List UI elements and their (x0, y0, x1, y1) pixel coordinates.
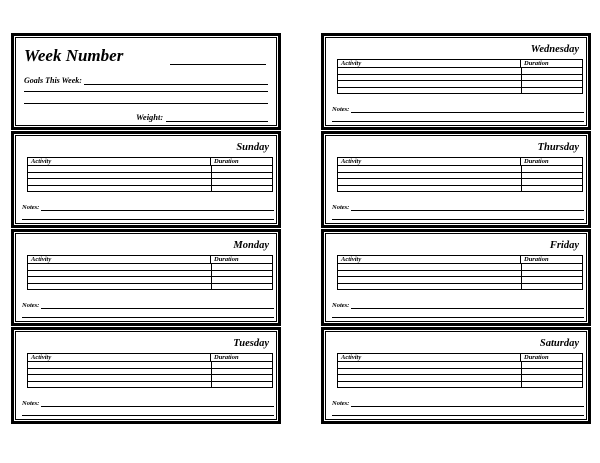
log-row[interactable] (27, 368, 273, 375)
notes-field[interactable] (332, 400, 584, 407)
log-row[interactable] (337, 80, 583, 87)
log-row[interactable] (27, 361, 273, 368)
day-card-thursday (321, 131, 591, 228)
log-row[interactable] (337, 276, 583, 283)
day-card-saturday (321, 327, 591, 424)
duration-header: Duration (524, 158, 549, 165)
notes-label: Notes: (22, 400, 40, 407)
log-row[interactable] (337, 87, 583, 95)
notes-label: Notes: (332, 204, 350, 211)
duration-header: Duration (214, 158, 239, 165)
day-title: Monday (233, 240, 269, 251)
log-row[interactable] (337, 283, 583, 291)
day-title: Saturday (539, 338, 579, 349)
notes-line-2[interactable] (22, 415, 274, 416)
notes-label: Notes: (332, 106, 350, 113)
log-header-row (27, 157, 273, 165)
goals-field[interactable] (24, 76, 268, 85)
activity-log-table (337, 353, 583, 392)
day-card-wednesday (321, 33, 591, 130)
activity-header: Activity (338, 256, 521, 263)
log-header-row (337, 255, 583, 263)
log-row[interactable] (27, 381, 273, 389)
notes-field[interactable] (332, 106, 584, 113)
log-header-row (27, 353, 273, 361)
activity-log-table (27, 353, 273, 392)
notes-field[interactable] (22, 400, 274, 407)
log-row[interactable] (337, 361, 583, 368)
activity-log-table (337, 255, 583, 294)
duration-header: Duration (214, 354, 239, 361)
week-number-title: Week Number (24, 46, 124, 65)
activity-header: Activity (28, 354, 211, 361)
log-header-row (337, 59, 583, 67)
notes-field[interactable] (332, 302, 584, 309)
activity-log-table (337, 59, 583, 98)
log-row[interactable] (337, 67, 583, 74)
weight-field[interactable] (136, 112, 268, 122)
log-row[interactable] (27, 276, 273, 283)
activity-header: Activity (28, 256, 211, 263)
activity-log-table (337, 157, 583, 196)
day-card-tuesday (11, 327, 281, 424)
notes-field[interactable] (22, 204, 274, 211)
activity-log-table (27, 157, 273, 196)
duration-header: Duration (524, 60, 549, 67)
log-row[interactable] (337, 270, 583, 277)
duration-header: Duration (524, 256, 549, 263)
log-row[interactable] (27, 178, 273, 185)
notes-label: Notes: (332, 400, 350, 407)
log-header-row (337, 353, 583, 361)
log-row[interactable] (27, 374, 273, 381)
log-row[interactable] (337, 178, 583, 185)
log-row[interactable] (337, 374, 583, 381)
notes-label: Notes: (332, 302, 350, 309)
log-row[interactable] (337, 263, 583, 270)
week-number-field[interactable] (170, 64, 266, 65)
day-title: Friday (549, 240, 579, 251)
log-row[interactable] (337, 185, 583, 193)
notes-line-2[interactable] (332, 415, 584, 416)
notes-field[interactable] (22, 302, 274, 309)
log-row[interactable] (27, 172, 273, 179)
day-card-monday (11, 229, 281, 326)
notes-line-2[interactable] (332, 121, 584, 122)
goals-line-3[interactable] (24, 103, 268, 104)
notes-line-2[interactable] (22, 219, 274, 220)
activity-header: Activity (28, 158, 211, 165)
week-header-card (11, 33, 281, 130)
log-row[interactable] (337, 74, 583, 81)
log-row[interactable] (27, 263, 273, 270)
day-card-sunday (11, 131, 281, 228)
activity-log-table (27, 255, 273, 294)
notes-line-2[interactable] (332, 317, 584, 318)
log-header-row (27, 255, 273, 263)
notes-line-2[interactable] (332, 219, 584, 220)
day-card-friday (321, 229, 591, 326)
day-title: Sunday (236, 142, 269, 153)
log-row[interactable] (27, 283, 273, 291)
day-title: Thursday (537, 142, 579, 153)
log-row[interactable] (27, 270, 273, 277)
weight-label: Weight: (136, 112, 164, 122)
log-row[interactable] (337, 381, 583, 389)
goals-label: Goals This Week: (24, 76, 82, 85)
activity-header: Activity (338, 354, 521, 361)
day-title: Tuesday (233, 338, 269, 349)
log-header-row (337, 157, 583, 165)
log-row[interactable] (337, 368, 583, 375)
log-row[interactable] (27, 185, 273, 193)
notes-field[interactable] (332, 204, 584, 211)
log-row[interactable] (27, 165, 273, 172)
notes-line-2[interactable] (22, 317, 274, 318)
log-row[interactable] (337, 165, 583, 172)
activity-header: Activity (338, 60, 521, 67)
duration-header: Duration (214, 256, 239, 263)
notes-label: Notes: (22, 302, 40, 309)
duration-header: Duration (524, 354, 549, 361)
day-title: Wednesday (530, 44, 579, 55)
notes-label: Notes: (22, 204, 40, 211)
log-row[interactable] (337, 172, 583, 179)
goals-line-2[interactable] (24, 91, 268, 92)
activity-header: Activity (338, 158, 521, 165)
